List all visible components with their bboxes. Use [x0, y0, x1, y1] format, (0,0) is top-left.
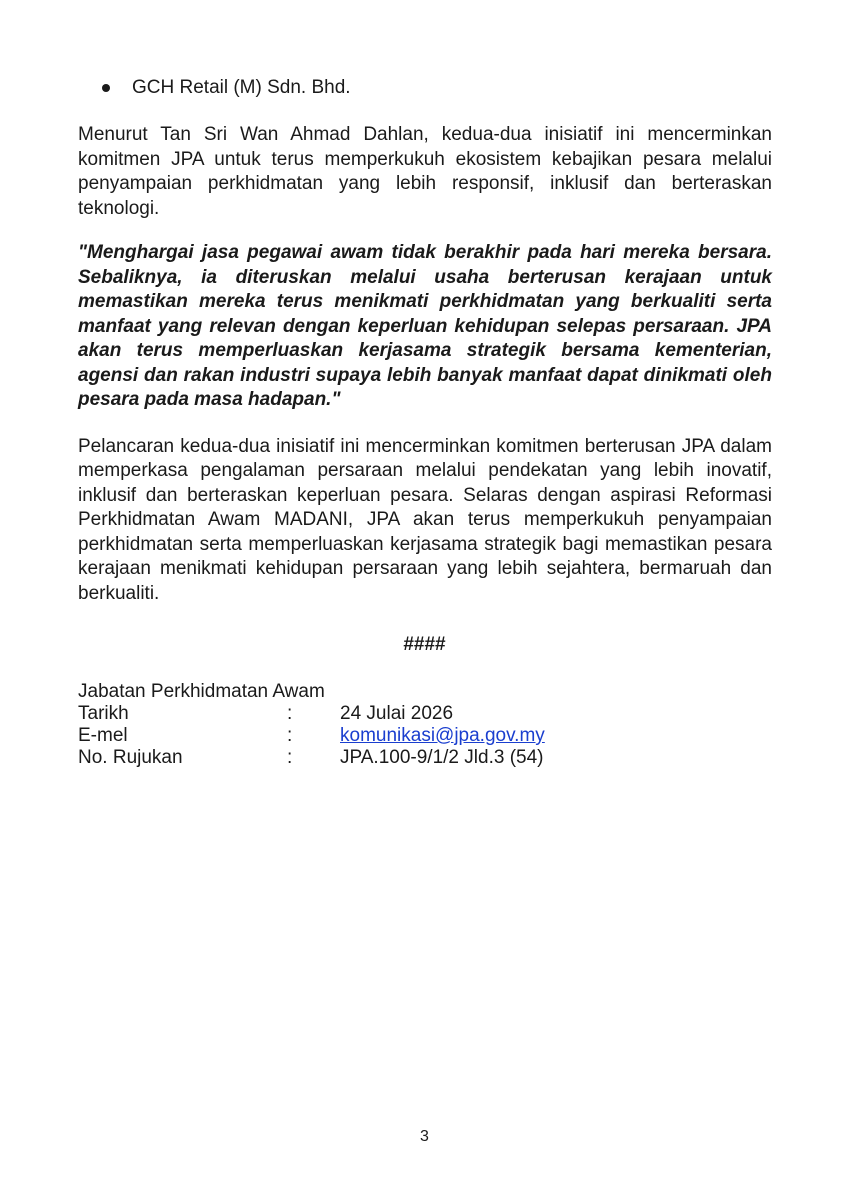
- date-value: 24 Julai 2026: [340, 703, 454, 724]
- document-body: [78, 74, 772, 626]
- bullet-icon: [102, 84, 110, 92]
- date-colon: :: [287, 703, 293, 724]
- info-row-date: [78, 703, 454, 725]
- organization-name: Jabatan Perkhidmatan Awam: [78, 681, 325, 702]
- signoff-block: [78, 680, 545, 769]
- info-row-email: [78, 725, 545, 747]
- end-separator: ####: [403, 634, 446, 655]
- company-list: [78, 74, 772, 101]
- date-label: Tarikh: [78, 703, 129, 724]
- quote-paragraph: "Menghargai jasa pegawai awam tidak berakhir pada hari mereka bersara. Sebaliknya, ia diteruskan melalui usaha berterusan kerajaan untuk memastikan mereka terus menikmati perkhidmatan yang berkualiti serta manfaat yang relevan dengan keperluan kehidupan selepas persaraan. JPA akan terus memperluaskan kerjasama strategik bersama kementerian, agensi dan rakan industri supaya lebih banyak manfaat dapat dinikmati oleh pesara pada masa hadapan.": [78, 242, 772, 410]
- reference-value: JPA.100-9/1/2 Jld.3 (54): [340, 747, 544, 768]
- list-item-text: GCH Retail (M) Sdn. Bhd.: [132, 77, 351, 98]
- info-row-reference: [78, 747, 544, 769]
- reference-colon: :: [287, 747, 293, 768]
- page-number: 3: [420, 1128, 429, 1145]
- email-colon: :: [287, 725, 293, 746]
- email-value-wrap: [340, 725, 545, 747]
- email-label: E-mel: [78, 725, 128, 746]
- list-item: [78, 74, 772, 101]
- paragraph-closing: Pelancaran kedua-dua inisiatif ini mencerminkan komitmen berterusan JPA dalam memperkasa pengalaman persaraan melalui pendekatan yang lebih inovatif, inklusif dan berteraskan keperluan pesara. Selaras dengan aspirasi Reformasi Perkhidmatan Awam MADANI, JPA akan terus memperkukuh penyampaian perkhidmatan serta memperluaskan kerjasama strategik bagi memastikan pesara kerajaan menikmati kehidupan persaraan yang lebih sejahtera, bermaruah dan berkualiti.: [78, 435, 772, 604]
- email-link[interactable]: komunikasi@jpa.gov.my: [340, 725, 545, 746]
- reference-label: No. Rujukan: [78, 747, 183, 768]
- paragraph-statement: Menurut Tan Sri Wan Ahmad Dahlan, kedua-dua inisiatif ini mencerminkan komitmen JPA untuk terus memperkukuh ekosistem kebajikan pesara melalui penyampaian perkhidmatan yang lebih responsif, inklusif dan berteraskan teknologi.: [78, 124, 772, 219]
